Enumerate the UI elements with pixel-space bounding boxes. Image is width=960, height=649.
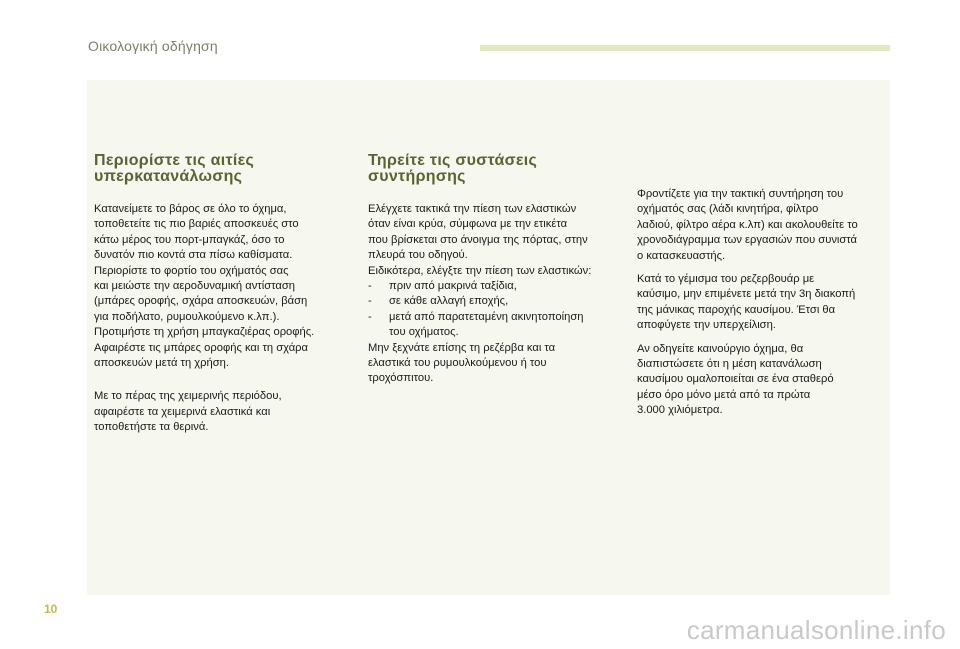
header-accent-bar xyxy=(480,45,890,51)
text-line: και μειώστε την αεροδυναμική αντίσταση xyxy=(94,280,295,293)
section-title: Τηρείτε τις συστάσεις συντήρησης xyxy=(368,152,538,185)
text-line: μέσο όρο μόνο μετά από τα πρώτα xyxy=(637,388,811,401)
text-line: Προτιμήστε τη χρήση μπαγκαζιέρας οροφής. xyxy=(94,326,315,339)
text-line: κάτω μέρος του πορτ-μπαγκάζ, όσο το xyxy=(94,233,285,246)
paragraph-winter-tyres xyxy=(94,389,344,435)
section-maintenance-continued xyxy=(637,187,882,419)
text-line: μετά από παρατεταμένη ακινητοποίηση xyxy=(389,310,584,323)
text-line: Αφαιρέστε τις μπάρες οροφής και τη σχάρα xyxy=(94,341,308,354)
text-line: λαδιού, φίλτρο αέρα κ.λπ) και ακολουθείτε το xyxy=(637,218,858,231)
text-line: σε κάθε αλλαγή εποχής, xyxy=(389,295,509,308)
text-line: Κατανείμετε το βάρος σε όλο το όχημα, xyxy=(94,203,287,215)
text-line: για ποδήλατο, ρυμουλκούμενο κ.λπ.). xyxy=(94,310,280,323)
bullet-list xyxy=(368,279,613,341)
text-line: Φροντίζετε για την τακτική συντήρηση του xyxy=(637,188,844,200)
text-line: οχήματός σας (λάδι κινητήρα, φίλτρο xyxy=(637,203,819,216)
text-line: αφαιρέστε τα χειμερινά ελαστικά και xyxy=(94,405,271,418)
page-header-title: Οικολογική οδήγηση xyxy=(88,38,218,54)
text-line: καυσίμου ομαλοποιείται σε ένα σταθερό xyxy=(637,373,834,386)
text-line: διαπιστώσετε ότι η μέση κατανάλωση xyxy=(637,358,822,371)
list-item: - μετά από παρατεταμένη ακινητοποίηση του οχήματος. xyxy=(368,310,584,339)
text-line: τοποθετείτε τις πιο βαριές αποσκευές στο xyxy=(94,218,299,231)
paragraph-new-vehicle xyxy=(637,342,882,419)
text-line: Περιορίστε το φορτίο του οχήματός σας xyxy=(94,264,289,277)
text-line: Με το πέρας της χειμερινής περιόδου, xyxy=(94,390,282,403)
paragraph-load xyxy=(94,202,344,371)
paragraph-refuelling xyxy=(637,272,882,334)
text-line: Μην ξεχνάτε επίσης τη ρεζέρβα και τα xyxy=(368,341,556,354)
text-line: Ειδικότερα, ελέγξτε την πίεση των ελαστικών: xyxy=(368,264,592,277)
text-line: ελαστικά του ρυμουλκούμενου ή του xyxy=(368,357,547,370)
paragraph-tyre-pressure xyxy=(368,202,613,279)
list-item: - σε κάθε αλλαγή εποχής, xyxy=(368,295,509,308)
page-number: 10 xyxy=(44,602,58,616)
text-line: τροχόσπιτου. xyxy=(368,372,434,385)
text-line: αποσκευών μετά τη χρήση. xyxy=(94,357,230,370)
text-line: ο κατασκευαστής. xyxy=(637,249,726,262)
list-item: - πριν από μακρινά ταξίδια, xyxy=(368,280,517,293)
text-line: (μπάρες οροφής, σχάρα αποσκευών, βάση xyxy=(94,295,308,308)
text-line: χρονοδιάγραμμα των εργασιών που συνιστά xyxy=(637,234,858,247)
section-reduce-overconsumption xyxy=(94,153,344,436)
text-line: καύσιμο, μην επιμένετε μετά την 3η διακοπή xyxy=(637,288,856,301)
text-line: πλευρά του οδηγού. xyxy=(368,249,468,262)
text-line: της μάνικας παροχής καυσίμου. Έτσι θα xyxy=(637,303,836,316)
text-line: του οχήματος. xyxy=(389,326,459,339)
text-line: όταν είναι κρύα, σύμφωνα με την ετικέτα xyxy=(368,218,568,231)
section-title: Περιορίστε τις αιτίες υπερκατανάλωσης xyxy=(94,152,255,185)
text-line: δυνατόν πιο κοντά στα πίσω καθίσματα. xyxy=(94,249,293,262)
paragraph-servicing xyxy=(637,187,882,264)
text-line: 3.000 χιλιόμετρα. xyxy=(637,404,723,417)
section-maintenance xyxy=(368,153,613,387)
text-line: τοποθετήστε τα θερινά. xyxy=(94,421,209,434)
text-line: πριν από μακρινά ταξίδια, xyxy=(389,280,517,293)
text-line: που βρίσκεται στο άνοιγμα της πόρτας, στην xyxy=(368,233,588,246)
text-line: Αν οδηγείτε καινούργιο όχημα, θα xyxy=(637,342,804,355)
text-line: Ελέγχετε τακτικά την πίεση των ελαστικών xyxy=(368,203,577,215)
paragraph-spare-wheel xyxy=(368,341,613,387)
text-line: Κατά το γέμισμα του ρεζερβουάρ με xyxy=(637,273,815,286)
text-line: αποφύγετε την υπερχείλιση. xyxy=(637,319,776,332)
watermark: carmanualsonline.info xyxy=(686,615,946,645)
